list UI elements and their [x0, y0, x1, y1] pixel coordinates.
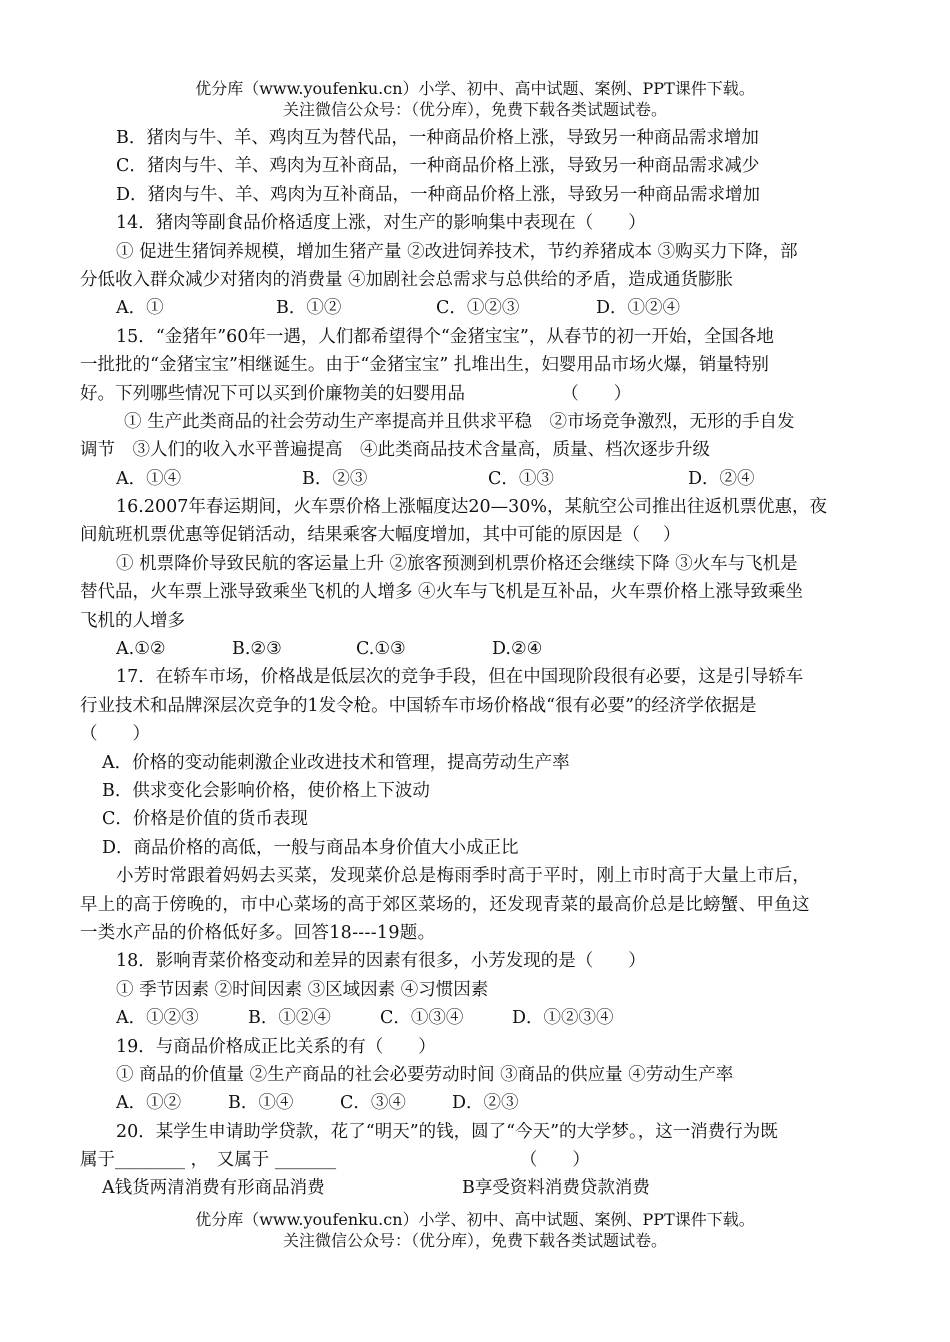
question-16-options	[80, 635, 873, 663]
question-16-statements: ① 机票降价导致民航的客运量上升 ②旅客预测到机票价格还会继续下降 ③火车与飞机是	[116, 553, 798, 574]
question-14-options	[80, 294, 873, 322]
question-content	[80, 124, 873, 1203]
header-line-2: 关注微信公众号：（优分库），免费下载各类试题试卷。	[282, 100, 667, 119]
question-16-stem: 16.2007年春运期间，火车票价格上涨幅度达20—30%，某航空公司推出往返机票优惠，夜	[116, 497, 828, 518]
page-footer	[0, 1209, 950, 1251]
passage-line-3: 一类水产品的价格低好多。回答18----19题。	[80, 922, 436, 943]
header-line-1: 优分库（www.youfenku.cn）小学、初中、高中试题、案例、PPT课件下载。	[195, 79, 755, 98]
question-20-blanks: 属于________ ， 又属于 _______ （ ）	[80, 1150, 590, 1171]
option-a: A钱货两清消费有形商品消费	[102, 1178, 325, 1199]
option-c: C．③④	[340, 1093, 406, 1114]
question-19-options	[80, 1089, 873, 1117]
question-15-stem: 15．“金猪年”60年一遇，人们都希望得个“金猪宝宝”，从春节的初一开始，全国各地	[116, 326, 774, 347]
option-c: C．①③④	[380, 1008, 464, 1029]
footer-line-1: 优分库（www.youfenku.cn）小学、初中、高中试题、案例、PPT课件下载。	[195, 1210, 755, 1229]
page-header	[0, 78, 950, 120]
question-17-option-d: D．商品价格的高低，一般与商品本身价值大小成正比	[102, 837, 519, 858]
option-b: B．①②	[276, 298, 342, 319]
question-15-options	[80, 465, 873, 493]
question-15-stem-cont: 一批批的“金猪宝宝”相继诞生。由于“金猪宝宝” 扎堆出生，妇婴用品市场火爆，销量特别	[80, 355, 769, 376]
option-c: C．①②③	[436, 298, 520, 319]
question-17-stem: 17．在轿车市场，价格战是低层次的竞争手段，但在中国现阶段很有必要，这是引导轿车	[116, 667, 804, 688]
question-16-statements-cont: 替代品，火车票上涨导致乘坐飞机的人增多 ④火车与飞机是互补品，火车票价格上涨导致乘坐	[80, 582, 804, 603]
option-a: A．①④	[116, 468, 182, 489]
option-d-line: D．猪肉与牛、羊、鸡肉为互补商品，一种商品价格上涨，导致另一种商品需求增加	[116, 184, 761, 205]
question-19-statements: ① 商品的价值量 ②生产商品的社会必要劳动时间 ③商品的供应量 ④劳动生产率	[116, 1064, 734, 1085]
option-b: B.②③	[232, 639, 282, 660]
passage-line-2: 早上的高于傍晚的，市中心菜场的高于郊区菜场的，还发现青菜的最高价总是比螃蟹、甲鱼这	[80, 894, 810, 915]
passage-line-1: 小芳时常跟着妈妈去买菜，发现菜价总是梅雨季时高于平时，刚上市时高于大量上市后，	[116, 866, 811, 887]
option-a: A.①②	[116, 639, 166, 660]
question-20-stem: 20．某学生申请助学贷款，花了“明天”的钱，圆了“今天”的大学梦。，这一消费行为既	[116, 1121, 778, 1142]
question-17-stem-cont: 行业技术和品牌深层次竞争的1发令枪。中国轿车市场价格战“很有必要”的经济学依据是	[80, 695, 757, 716]
option-a: A．①②③	[116, 1008, 199, 1029]
option-d: D．①②④	[596, 298, 681, 319]
question-20-options	[80, 1174, 873, 1202]
option-c: C．①③	[488, 468, 554, 489]
option-b: B．②③	[302, 468, 368, 489]
footer-line-2: 关注微信公众号：（优分库），免费下载各类试题试卷。	[282, 1231, 667, 1250]
question-15-statements: ① 生产此类商品的社会劳动生产率提高并且供求平稳 ②市场竞争激烈，无形的手自发	[124, 411, 795, 432]
question-17-option-b: B．供求变化会影响价格，使价格上下波动	[102, 780, 430, 801]
question-18-stem: 18．影响青菜价格变动和差异的因素有很多，小芳发现的是（ ）	[116, 951, 646, 972]
question-14-stem: 14．猪肉等副食品价格适度上涨，对生产的影响集中表现在（ ）	[116, 213, 646, 234]
option-d: D．①②③④	[512, 1008, 614, 1029]
option-a: A．①	[116, 298, 164, 319]
question-18-statements: ① 季节因素 ②时间因素 ③区域因素 ④习惯因素	[116, 979, 489, 1000]
question-15-statements-cont: 调节 ③人们的收入水平普遍提高 ④此类商品技术含量高，质量、档次逐步升级	[80, 440, 710, 461]
option-b-line: B．猪肉与牛、羊、鸡肉互为替代品，一种商品价格上涨，导致另一种商品需求增加	[116, 128, 759, 148]
question-16-statements-end: 飞机的人增多	[80, 610, 185, 631]
option-b: B．①④	[228, 1093, 294, 1114]
option-d: D．②③	[452, 1093, 519, 1114]
option-c-line: C．猪肉与牛、羊、鸡肉为互补商品，一种商品价格上涨，导致另一种商品需求减少	[116, 156, 760, 177]
option-b: B享受资料消费贷款消费	[462, 1178, 650, 1199]
question-15-stem-end: 好。下列哪些情况下可以买到价廉物美的妇婴用品 （ ）	[80, 383, 632, 404]
question-17-option-a: A．价格的变动能刺激企业改进技术和管理，提高劳动生产率	[102, 752, 570, 773]
question-16-stem-cont: 间航班机票优惠等促销活动，结果乘客大幅度增加，其中可能的原因是（ ）	[80, 525, 681, 546]
question-14-statements-cont: 分低收入群众减少对猪肉的消费量 ④加剧社会总需求与总供给的矛盾，造成通货膨胀	[80, 269, 734, 290]
option-c: C.①③	[356, 639, 406, 660]
option-a: A．①②	[116, 1093, 182, 1114]
question-18-options	[80, 1004, 873, 1032]
question-14-statements: ① 促进生猪饲养规模，增加生猪产量 ②改进饲养技术，节约养猪成本 ③购买力下降，部	[116, 241, 798, 262]
option-b: B．①②④	[248, 1008, 331, 1029]
option-d: D.②④	[492, 639, 543, 660]
question-19-stem: 19．与商品价格成正比关系的有（ ）	[116, 1036, 436, 1057]
question-17-answer-paren: （ ）	[80, 724, 150, 745]
question-17-option-c: C．价格是价值的货币表现	[102, 809, 308, 830]
option-d: D．②④	[688, 468, 755, 489]
